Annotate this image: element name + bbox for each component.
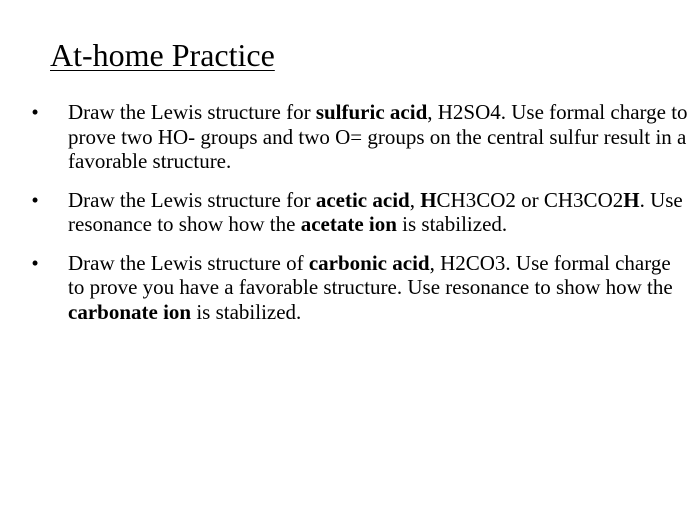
text-run: Draw the Lewis structure for — [68, 187, 316, 212]
bold-term-acetic-acid: acetic acid — [315, 187, 410, 212]
bullet-point-icon: • — [31, 187, 39, 212]
bullet-item-sulfuric-acid — [28, 100, 688, 174]
bullet-item-acetic-acid — [28, 188, 688, 237]
bullet-point-icon: • — [31, 250, 39, 275]
text-run: . Use resonance to show how the — [68, 187, 683, 236]
bold-hydrogen: H — [623, 187, 640, 212]
bold-term-carbonate-ion: carbonate ion — [68, 299, 192, 324]
bold-term-sulfuric-acid: sulfuric acid — [315, 100, 428, 124]
bullet-text — [68, 188, 683, 237]
text-run: CH3CO2 or CH3CO2 — [436, 187, 624, 212]
bullet-item-carbonic-acid — [28, 251, 688, 325]
text-run: is stabilized. — [396, 212, 508, 236]
text-run: , H2CO3. Use formal charge to prove you have a favorable structure. Use resonance to show how the — [68, 250, 673, 299]
text-run: , — [409, 187, 421, 212]
slide-title: At-home Practice — [50, 37, 275, 73]
bullet-text — [68, 251, 673, 324]
bullet-text — [68, 100, 688, 173]
bold-term-acetate-ion: acetate ion — [300, 212, 397, 236]
text-run: Draw the Lewis structure for — [68, 100, 316, 124]
text-run: Draw the Lewis structure of — [68, 250, 309, 275]
bold-term-carbonic-acid: carbonic acid — [308, 250, 430, 275]
bold-hydrogen: H — [420, 187, 437, 212]
text-run: is stabilized. — [191, 299, 302, 324]
bullet-point-icon: • — [31, 100, 39, 124]
bullet-list — [28, 100, 688, 338]
text-run: , H2SO4. Use formal charge to prove two HO- groups and two O= groups on the central sulfur result in a favorable structure. — [68, 100, 688, 173]
